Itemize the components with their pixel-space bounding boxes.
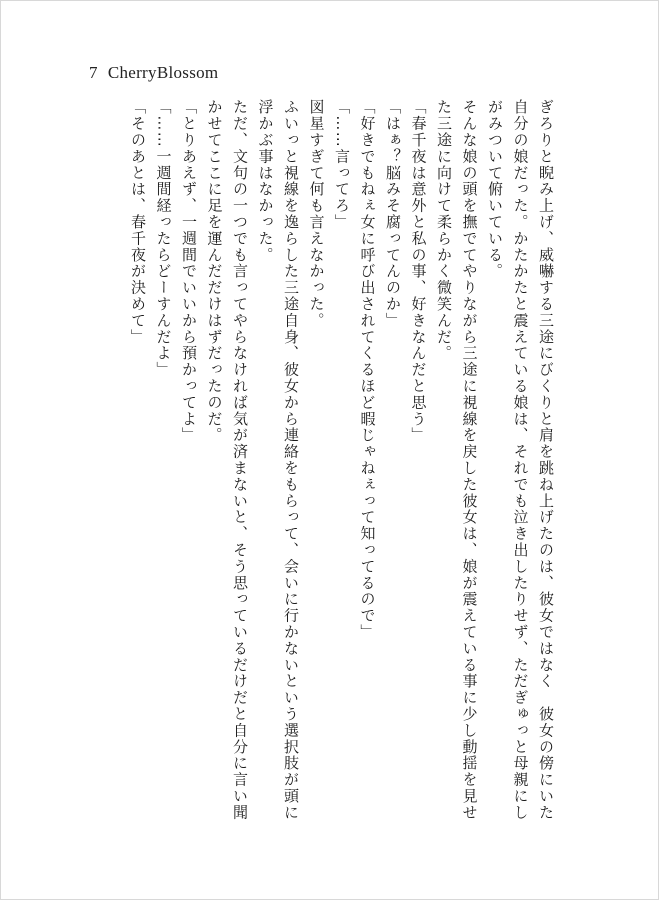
paragraph: ふいっと視線を逸らした三途自身、彼女から連絡をもらって、会いに行かないという選択肢が頭に浮かぶ事はなかった。 (256, 99, 300, 821)
dialogue-line: 「好きでもねぇ女に呼び出されてくるほど暇じゃねぇって知ってるので」 (358, 99, 377, 641)
dialogue-line: 「とりあえず、一週間でいいから預かってよ」 (180, 99, 198, 444)
chapter-header (89, 63, 218, 83)
paragraph: そんな娘の頭を撫でてやりながら三途に視線を戻した彼女は、娘が震えている事に少し動揺を見せた三途に向けて柔らかく微笑んだ。 (435, 99, 479, 821)
chapter-number: 7 (89, 63, 98, 82)
dialogue-line: 「春千夜は意外と私の事、好きなんだと思う」 (409, 99, 428, 444)
dialogue-line: 「……言ってろ」 (333, 99, 351, 231)
dialogue-line: 「そのあとは、春千夜が決めて」 (129, 99, 147, 345)
dialogue-line: 「……一週間経ったらどーすんだよ」 (154, 99, 173, 378)
paragraph: ぎろりと睨み上げ、威嚇する三途にびくりと肩を跳ね上げたのは、彼女ではなく 彼女の傍にいた自分の娘だった。かたかたと震えている娘は、それでも泣き出したりせず、ただぎゅっと母親にしがみついて俯いている。 (486, 99, 555, 821)
paragraph: ただ、文句の一つでも言ってやらなければ気が済まないと、そう思っているだけだと自分に言い聞かせてここに足を運んだだけはずだったのだ。 (205, 99, 249, 821)
body-text (98, 99, 558, 829)
paragraph: 図星すぎて何も言えなかった。 (307, 99, 326, 329)
chapter-title: CherryBlossom (107, 63, 219, 82)
dialogue-line: 「はぁ？脳みそ腐ってんのか」 (384, 99, 402, 329)
